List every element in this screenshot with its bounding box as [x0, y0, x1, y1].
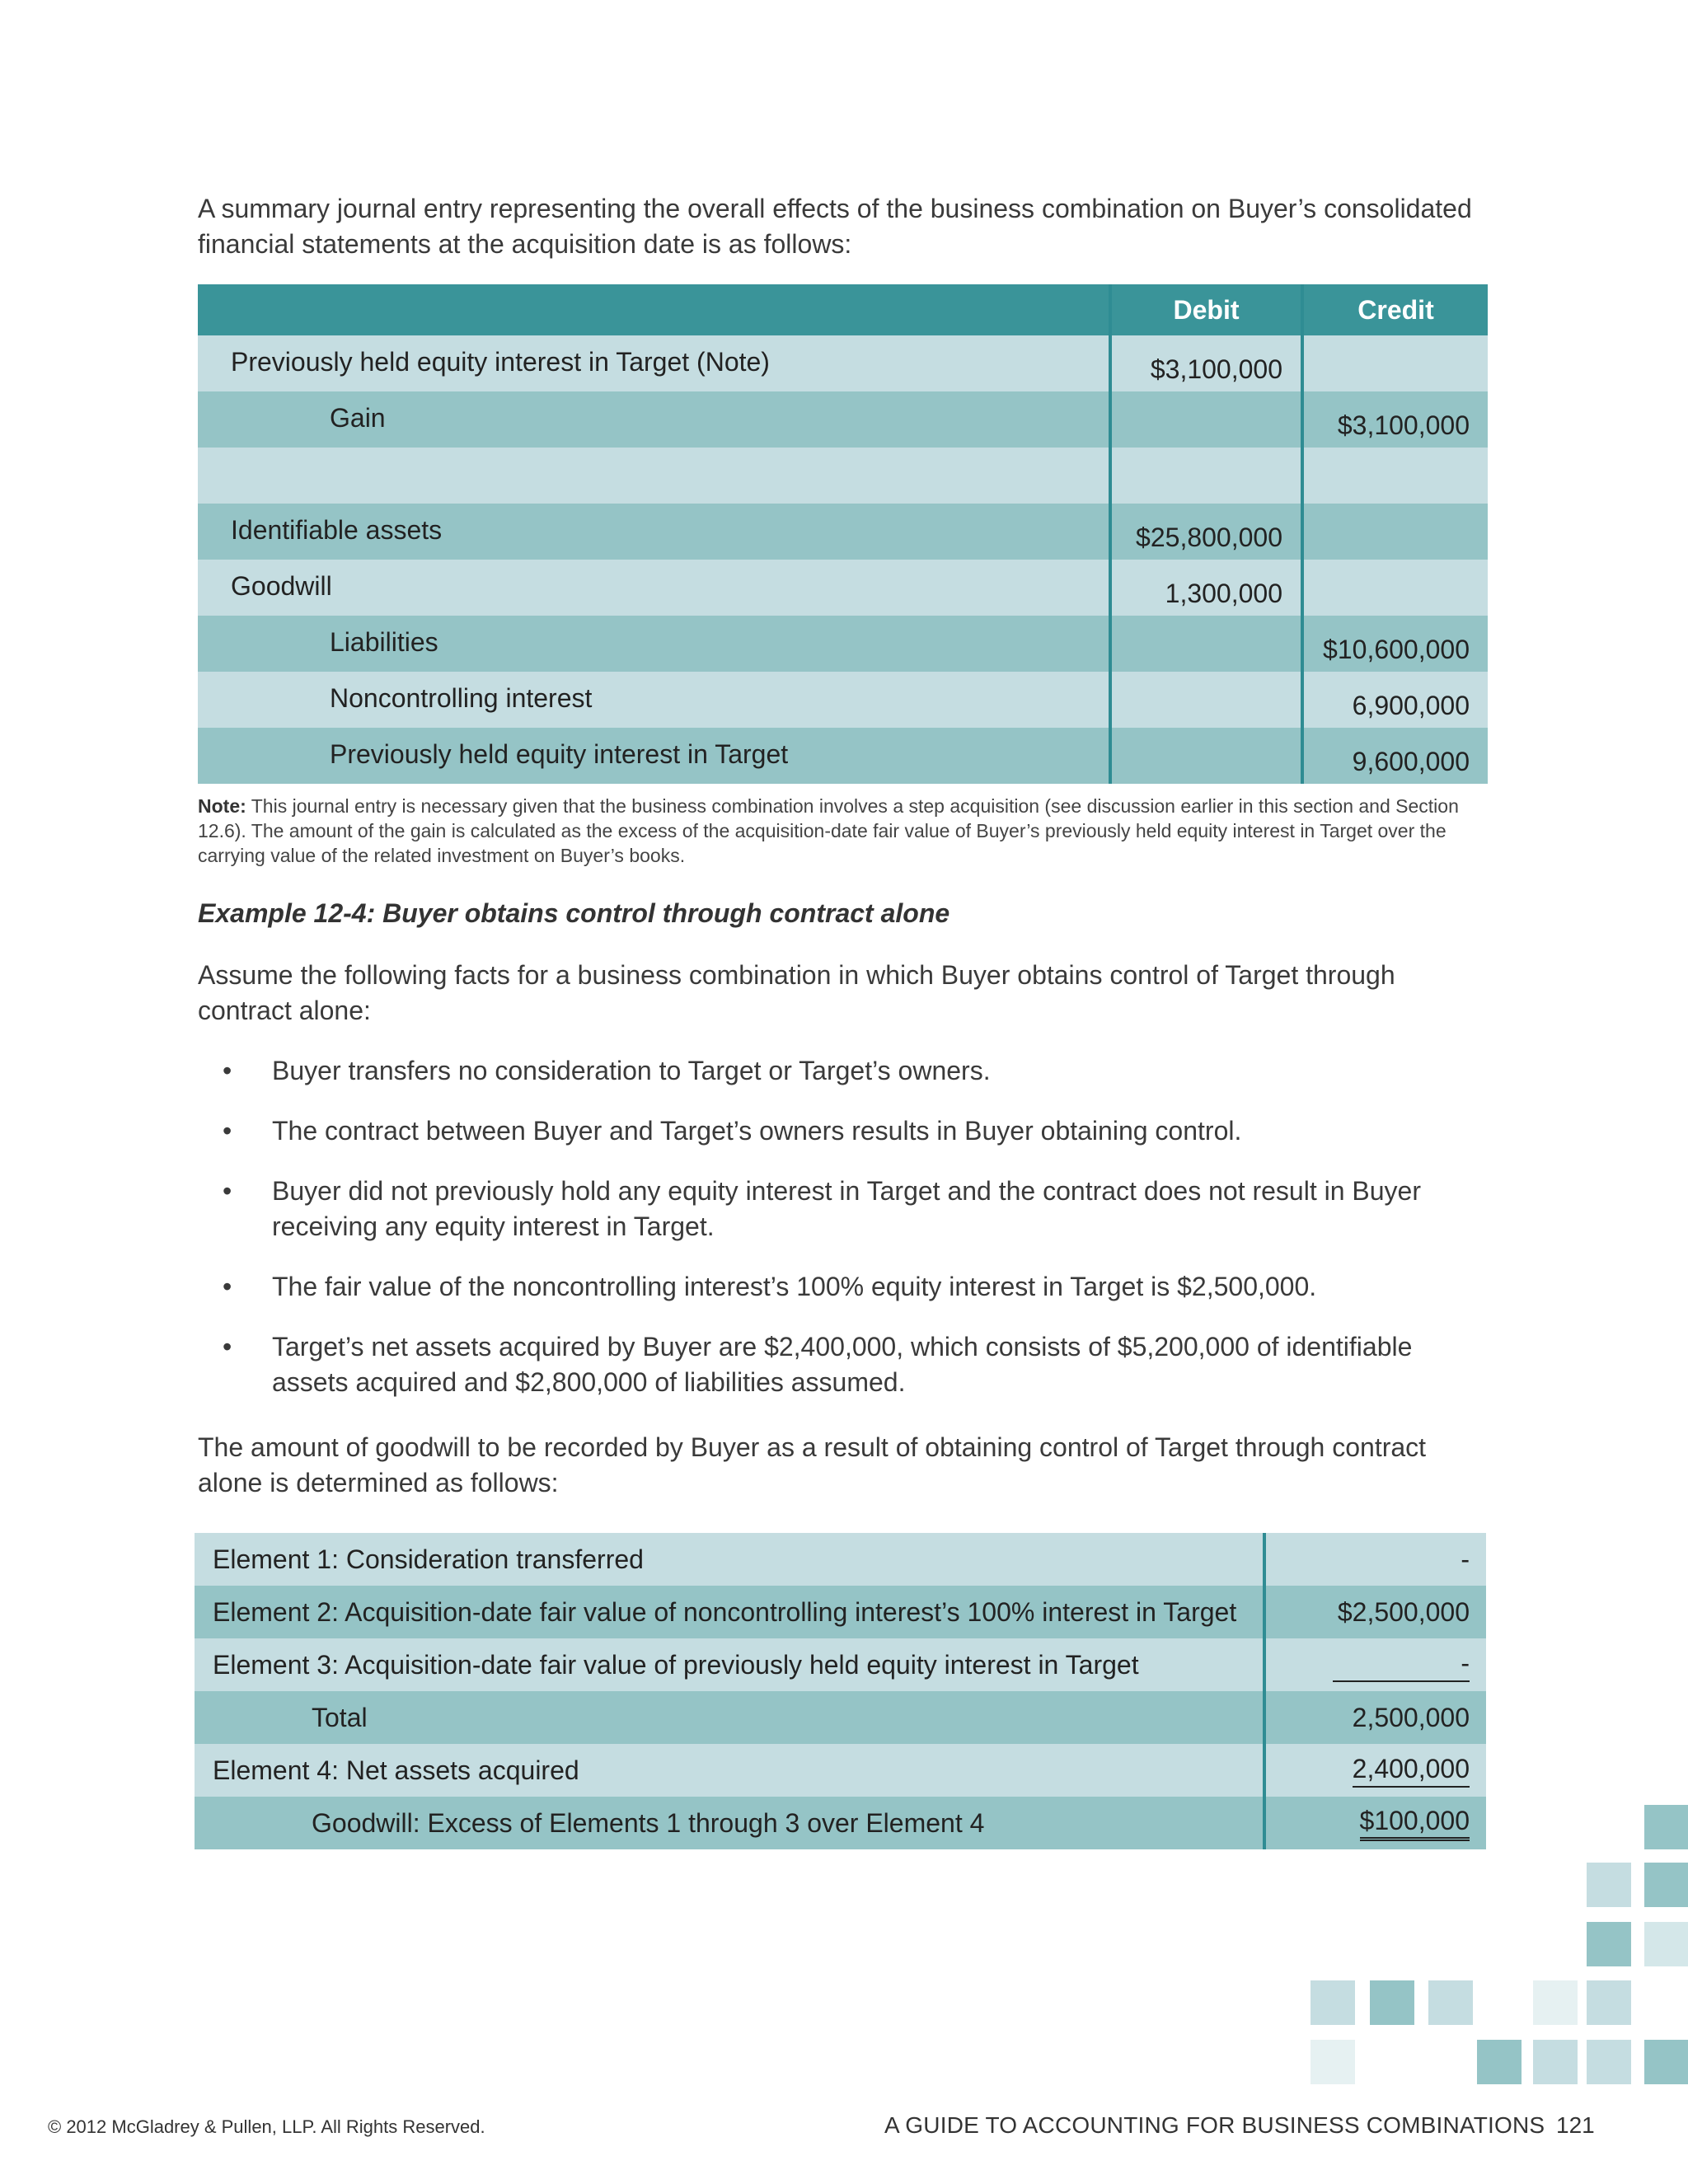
- list-item: [223, 1174, 1475, 1244]
- journal-credit: 6,900,000: [1301, 672, 1488, 728]
- journal-row: [198, 448, 1488, 504]
- decor-square: [1587, 1980, 1631, 2025]
- journal-note: [198, 794, 1496, 868]
- journal-account: Identifiable assets: [231, 514, 443, 545]
- journal-credit: 9,600,000: [1301, 728, 1488, 784]
- list-item: [223, 1269, 1475, 1305]
- decor-square: [1428, 1980, 1473, 2025]
- goodwill-amount-cell: [1266, 1691, 1486, 1744]
- decor-square: [1587, 1922, 1631, 1966]
- intro-paragraph: A summary journal entry representing the overall effects of the business combination on Buyer’s consolidated financial statements at the acquisition date is as follows:: [198, 194, 1472, 259]
- facts-list: [223, 1053, 1475, 1425]
- goodwill-element: Element 3: Acquisition-date fair value of previously held equity interest in Target: [195, 1638, 1266, 1691]
- goodwill-row: [195, 1586, 1486, 1638]
- bullet-icon: •: [223, 1176, 232, 1206]
- journal-credit: $3,100,000: [1301, 391, 1488, 448]
- decor-square: [1644, 1805, 1688, 1849]
- list-item-text: The fair value of the noncontrolling interest’s 100% equity interest in Target is $2,500,000.: [272, 1272, 1317, 1301]
- goodwill-row: [195, 1691, 1486, 1744]
- journal-header-blank: [198, 284, 1109, 335]
- journal-row: [198, 335, 1488, 391]
- goodwill-amount: $100,000: [1360, 1806, 1470, 1841]
- journal-account: Previously held equity interest in Target (Note): [231, 346, 770, 377]
- note-text: This journal entry is necessary given that the business combination involves a step acquisition (see discussion earlier in this section and Section 12.6). The amount of the gain is calculated as the excess of the acquisition-date fair value of Buyer’s previously held equity interest in Target over the carrying value of the related investment on Buyer’s books.: [198, 795, 1459, 866]
- page-number: 121: [1556, 2112, 1595, 2138]
- journal-account: Goodwill: [231, 570, 332, 601]
- journal-account: Previously held equity interest in Target: [330, 738, 789, 769]
- decor-square: [1533, 1980, 1578, 2025]
- journal-debit: [1109, 448, 1301, 504]
- list-item-text: The contract between Buyer and Target’s owners results in Buyer obtaining control.: [272, 1116, 1242, 1146]
- decor-square: [1644, 1863, 1688, 1907]
- journal-credit: [1301, 504, 1488, 560]
- decor-square: [1644, 1922, 1688, 1966]
- journal-account: Liabilities: [330, 626, 438, 657]
- journal-row: [198, 728, 1488, 784]
- bullet-icon: •: [223, 1056, 232, 1085]
- decor-square: [1533, 2040, 1578, 2084]
- list-item: [223, 1113, 1475, 1149]
- goodwill-amount-cell: [1266, 1797, 1486, 1849]
- decor-square: [1587, 1863, 1631, 1907]
- goodwill-row: [195, 1638, 1486, 1691]
- journal-debit: [1109, 616, 1301, 672]
- journal-debit: [1109, 672, 1301, 728]
- journal-credit: [1301, 560, 1488, 616]
- journal-header-credit: Credit: [1301, 284, 1488, 335]
- goodwill-amount-cell: [1266, 1744, 1486, 1797]
- journal-credit: [1301, 448, 1488, 504]
- goodwill-element: Goodwill: Excess of Elements 1 through 3 over Element 4: [195, 1797, 1266, 1849]
- goodwill-amount-cell: [1266, 1533, 1486, 1586]
- list-item: [223, 1329, 1475, 1400]
- list-item-text: Target’s net assets acquired by Buyer are $2,400,000, which consists of $5,200,000 of identifiable assets acquired and $2,800,000 of liabilities assumed.: [272, 1332, 1413, 1397]
- goodwill-amount: 2,400,000: [1353, 1754, 1470, 1788]
- goodwill-row: [195, 1797, 1486, 1849]
- journal-account: [198, 448, 1109, 504]
- note-label: Note:: [198, 795, 246, 817]
- journal-account: Noncontrolling interest: [330, 682, 593, 713]
- goodwill-element: Element 1: Consideration transferred: [195, 1533, 1266, 1586]
- journal-header-debit: Debit: [1109, 284, 1301, 335]
- conclusion-paragraph: The amount of goodwill to be recorded by Buyer as a result of obtaining control of Target through contract alone is determined as follows:: [198, 1432, 1427, 1497]
- decor-square: [1370, 1980, 1414, 2025]
- goodwill-amount: $2,500,000: [1337, 1596, 1470, 1627]
- copyright-text: © 2012 McGladrey & Pullen, LLP. All Rights Reserved.: [48, 2116, 485, 2137]
- journal-row: [198, 672, 1488, 728]
- goodwill-element: Element 2: Acquisition-date fair value of noncontrolling interest’s 100% interest in Target: [195, 1586, 1266, 1638]
- bullet-icon: •: [223, 1332, 232, 1361]
- journal-row: [198, 504, 1488, 560]
- list-item-text: Buyer transfers no consideration to Target or Target’s owners.: [272, 1056, 991, 1085]
- journal-header-row: [198, 284, 1488, 335]
- list-item-text: Buyer did not previously hold any equity interest in Target and the contract does not result in Buyer receiving any equity interest in Target.: [272, 1176, 1421, 1241]
- journal-credit: $10,600,000: [1301, 616, 1488, 672]
- journal-row: [198, 616, 1488, 672]
- journal-debit: [1109, 391, 1301, 448]
- goodwill-table: [195, 1533, 1486, 1849]
- goodwill-amount-cell: [1266, 1638, 1486, 1691]
- running-footer-title: A GUIDE TO ACCOUNTING FOR BUSINESS COMBINATIONS: [884, 2112, 1545, 2138]
- decor-square: [1477, 2040, 1522, 2084]
- goodwill-element: Element 4: Net assets acquired: [195, 1744, 1266, 1797]
- bullet-icon: •: [223, 1272, 232, 1301]
- list-item: [223, 1053, 1475, 1089]
- journal-row: [198, 391, 1488, 448]
- goodwill-amount: -: [1461, 1544, 1470, 1574]
- example-intro: Assume the following facts for a business combination in which Buyer obtains control of Target through contract alone:: [198, 960, 1395, 1025]
- goodwill-element: Total: [195, 1691, 1266, 1744]
- journal-debit: 1,300,000: [1109, 560, 1301, 616]
- journal-credit: [1301, 335, 1488, 391]
- bullet-icon: •: [223, 1116, 232, 1146]
- decor-square: [1311, 1980, 1355, 2025]
- goodwill-amount: -: [1333, 1648, 1470, 1682]
- journal-debit: [1109, 728, 1301, 784]
- journal-row: [198, 560, 1488, 616]
- goodwill-amount: 2,500,000: [1352, 1702, 1470, 1732]
- decor-square: [1311, 2040, 1355, 2084]
- journal-entry-table: [198, 284, 1488, 784]
- goodwill-amount-cell: [1266, 1586, 1486, 1638]
- journal-debit: $3,100,000: [1109, 335, 1301, 391]
- goodwill-row: [195, 1744, 1486, 1797]
- journal-debit: $25,800,000: [1109, 504, 1301, 560]
- goodwill-row: [195, 1533, 1486, 1586]
- journal-account: Gain: [330, 402, 386, 433]
- decor-square: [1644, 2040, 1688, 2084]
- decor-square: [1587, 2040, 1631, 2084]
- example-title: Example 12-4: Buyer obtains control through contract alone: [198, 898, 950, 928]
